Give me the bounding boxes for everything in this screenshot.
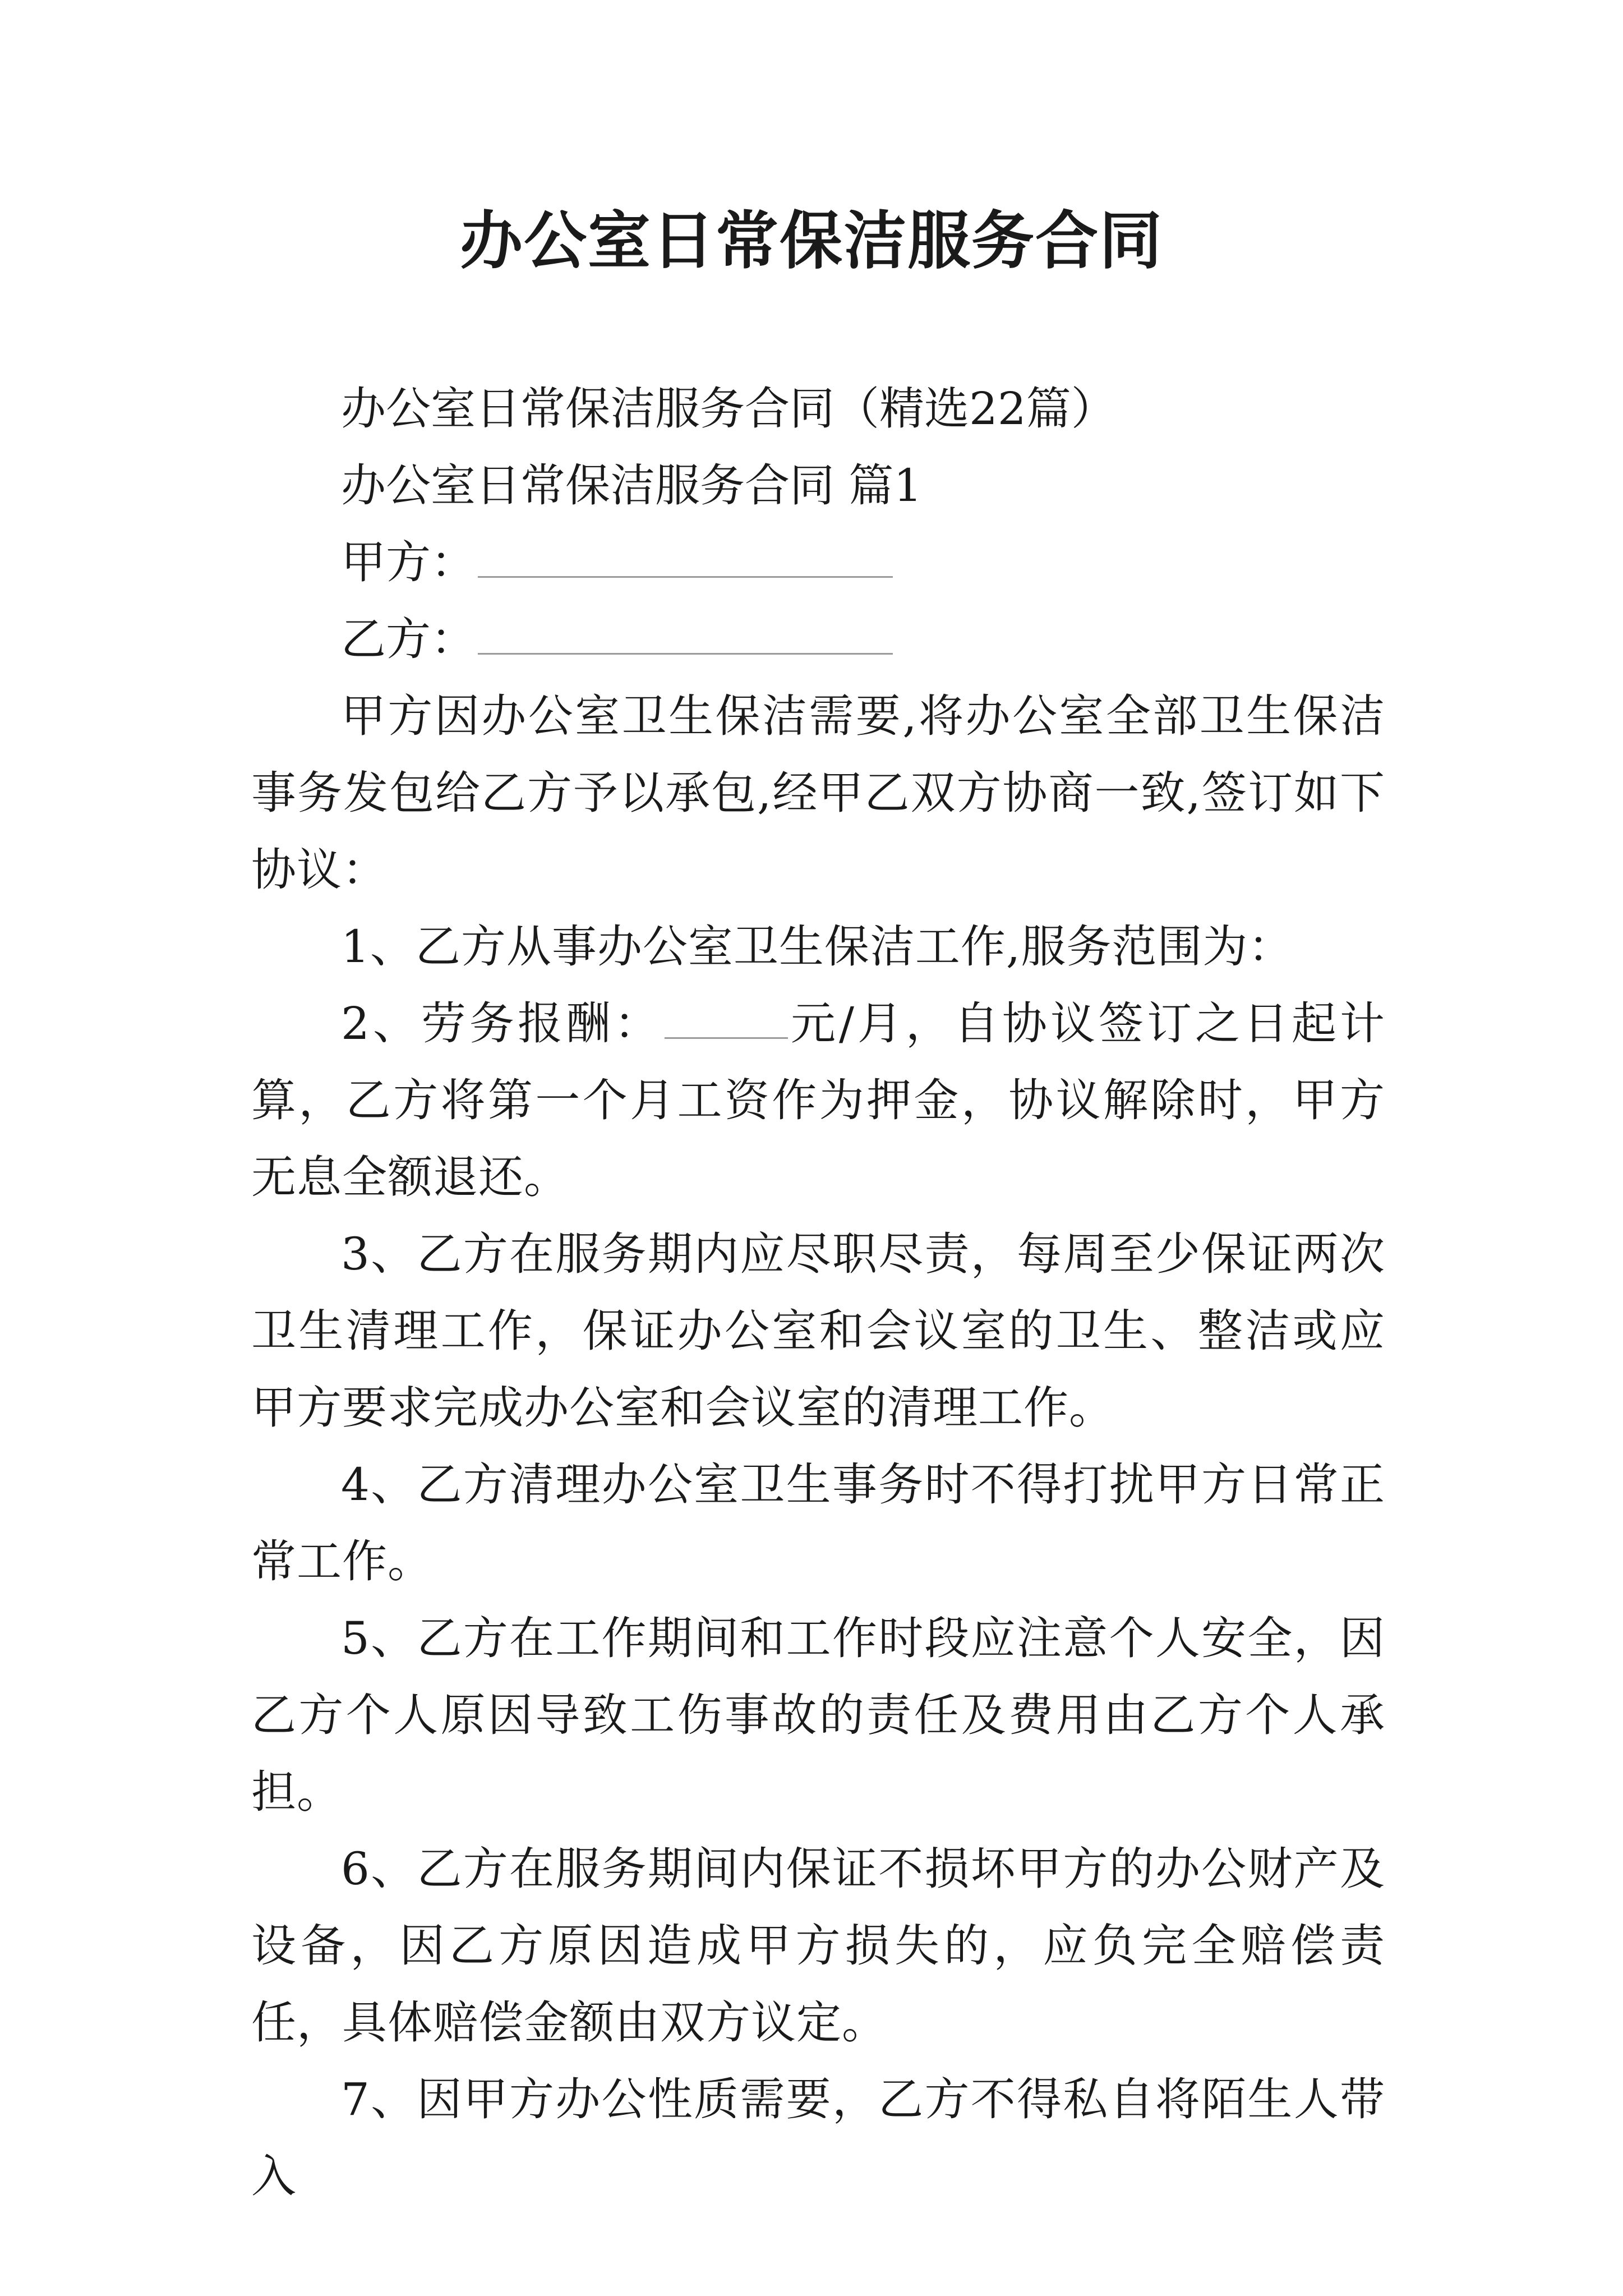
party-a-label: 甲方： [341, 536, 476, 588]
clause-4: 4、乙方清理办公室卫生事务时不得打扰甲方日常正常工作。 [251, 1458, 1385, 1588]
part-heading: 办公室日常保洁服务合同 篇1 [341, 459, 923, 512]
party-b-blank[interactable] [478, 608, 893, 655]
document-subtitle: 办公室日常保洁服务合同（精选22篇） [341, 383, 1116, 435]
salary-blank[interactable] [665, 992, 788, 1039]
clause-2-prefix: 2、劳务报酬： [341, 997, 662, 1050]
party-b-label: 乙方： [341, 613, 476, 665]
clause-2-suffix: 元/月，自协议签订之日起计算，乙方将第一个月工资作为押金，协议解除时，甲方无息全额退还。 [251, 997, 1385, 1203]
clause-2 [251, 985, 1385, 1216]
clause-6: 6、乙方在服务期间内保证不损坏甲方的办公财产及设备，因乙方原因造成甲方损失的，应负完全赔偿责任，具体赔偿金额由双方议定。 [251, 1843, 1385, 2049]
party-a-line [251, 524, 1385, 601]
document-title: 办公室日常保洁服务合同 [460, 204, 1163, 278]
clause-3: 3、乙方在服务期内应尽职尽责，每周至少保证两次卫生清理工作，保证办公室和会议室的卫生、整洁或应甲方要求完成办公室和会议室的清理工作。 [251, 1228, 1385, 1434]
document-body [251, 370, 1385, 2215]
party-b-line [251, 601, 1385, 678]
intro-paragraph: 甲方因办公室卫生保洁需要,将办公室全部卫生保洁事务发包给乙方予以承包,经甲乙双方协商一致,签订如下协议： [251, 690, 1385, 896]
clause-7: 7、因甲方办公性质需要，乙方不得私自将陌生人带入 [251, 2073, 1385, 2202]
clause-1: 1、乙方从事办公室卫生保洁工作,服务范围为： [341, 921, 1294, 973]
party-a-blank[interactable] [478, 531, 893, 578]
clause-5: 5、乙方在工作期间和工作时段应注意个人安全，因乙方个人原因导致工伤事故的责任及费用由乙方个人承担。 [251, 1612, 1385, 1818]
